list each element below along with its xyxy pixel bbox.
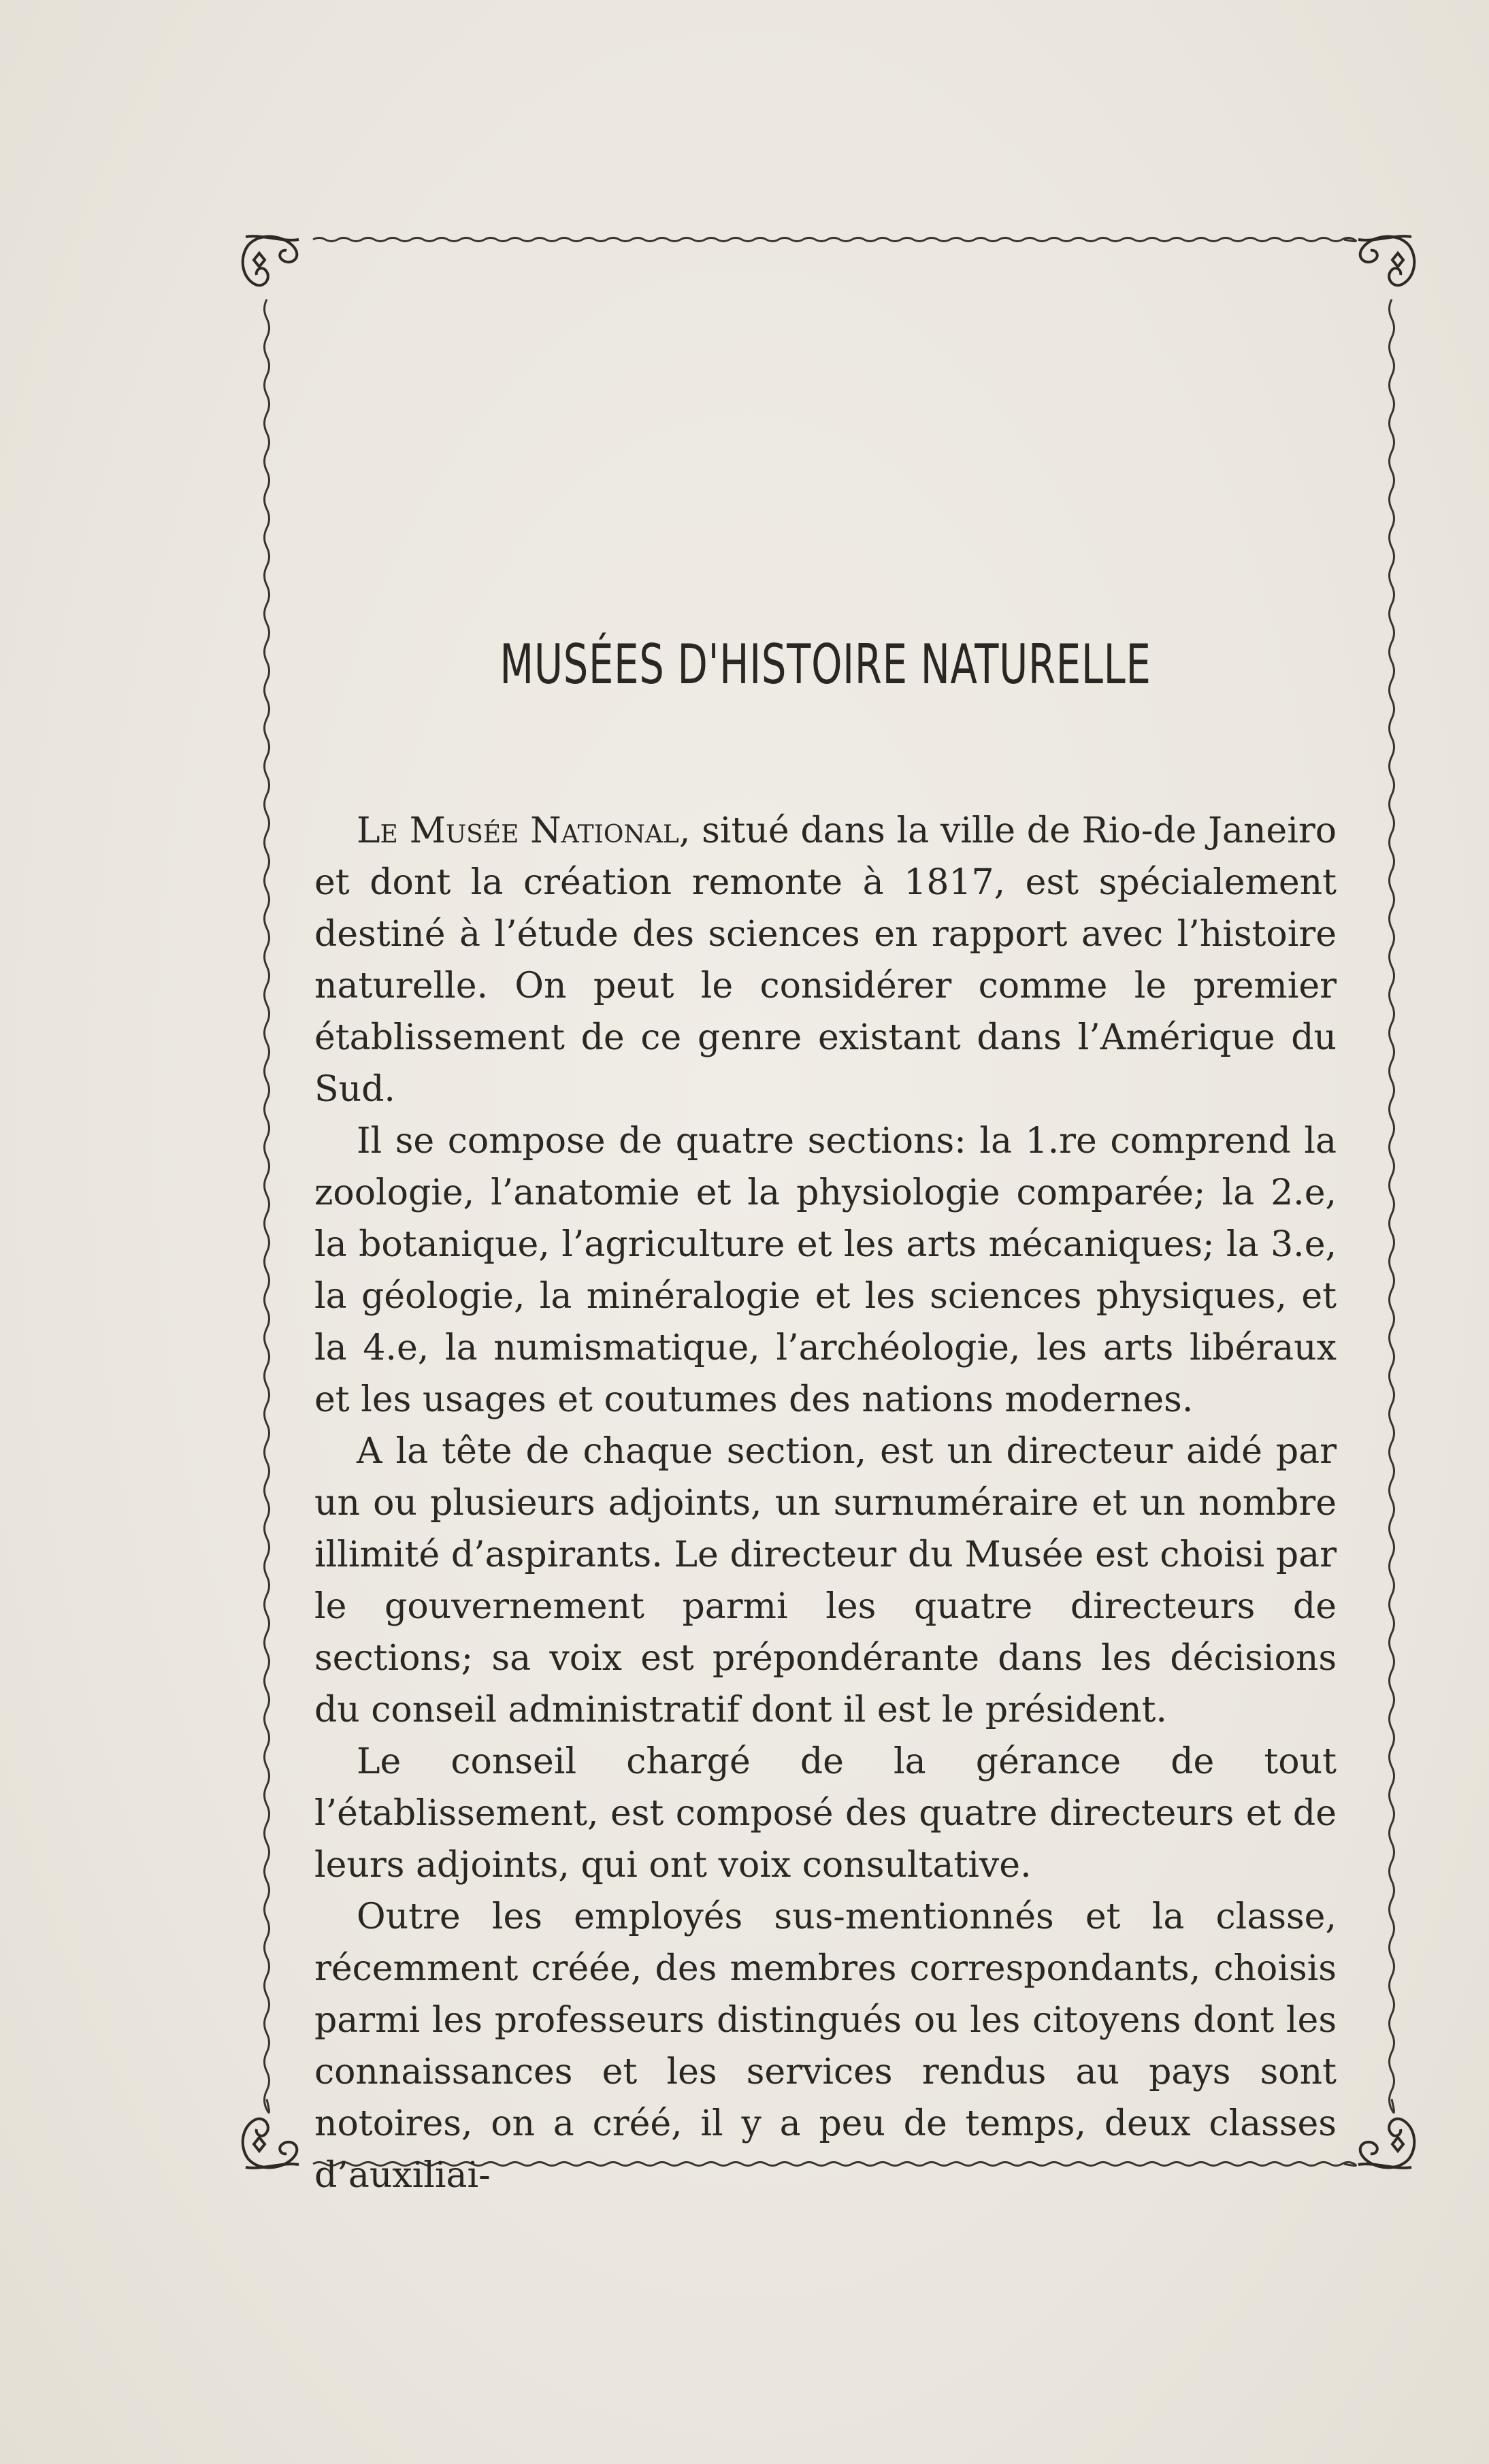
paragraph-1-lead: Le Musée National, bbox=[357, 810, 691, 851]
paragraph-4: Le conseil chargé de la gérance de tout l’établissement, est composé des quatre directeurs et de leurs adjoints, qui ont voix consultative. bbox=[314, 1741, 1337, 1886]
right-border-rule bbox=[1390, 299, 1394, 2113]
paragraph-2: Il se compose de quatre sections: la 1.re comprend la zoologie, l’anatomie et la physiologie comparée; la 2.e, la botanique, l’agriculture et les arts mécaniques; la 3.e, la géologie, la minéralogie et les sciences physiques, et la 4.e, la numismatique, l’archéologie, les arts libéraux et les usages et coutumes des nations modernes. bbox=[314, 1121, 1337, 1420]
corner-ornament-top-right-icon bbox=[1358, 236, 1414, 285]
page-title: MUSÉES D'HISTOIRE NATURELLE bbox=[500, 633, 1151, 696]
left-border-rule bbox=[265, 299, 269, 2113]
page-content bbox=[314, 633, 1337, 2201]
corner-ornament-bottom-right-icon bbox=[1358, 2119, 1414, 2168]
paragraph-1-text: situé dans la ville de Rio-de Janeiro et dont la création remonte à 1817, est spécialement destiné à l’étude des sciences en rapport avec l’histoire naturelle. On peut le considérer comme le premier établissement de ce genre existant dans l’Amérique du Sud. bbox=[314, 810, 1337, 1110]
paragraph-5: Outre les employés sus-mentionnés et la classe, récemment créée, des membres correspondants, choisis parmi les professeurs distingués ou les citoyens dont les connaissances et les services rendus au pays sont notoires, on a créé, il y a peu de temps, deux classes d’auxiliai- bbox=[314, 1896, 1337, 2196]
paragraph-1 bbox=[314, 805, 1337, 1115]
top-border-rule bbox=[313, 238, 1356, 242]
corner-ornament-bottom-left-icon bbox=[243, 2119, 299, 2168]
paragraph-3: A la tête de chaque section, est un directeur aidé par un ou plusieurs adjoints, un surnuméraire et un nombre illimité d’aspirants. Le directeur du Musée est choisi par le gouvernement parmi les quatre directeurs de sections; sa voix est prépondérante dans les décisions du conseil administratif dont il est le président. bbox=[314, 1431, 1337, 1730]
corner-ornament-top-left-icon bbox=[243, 236, 299, 285]
